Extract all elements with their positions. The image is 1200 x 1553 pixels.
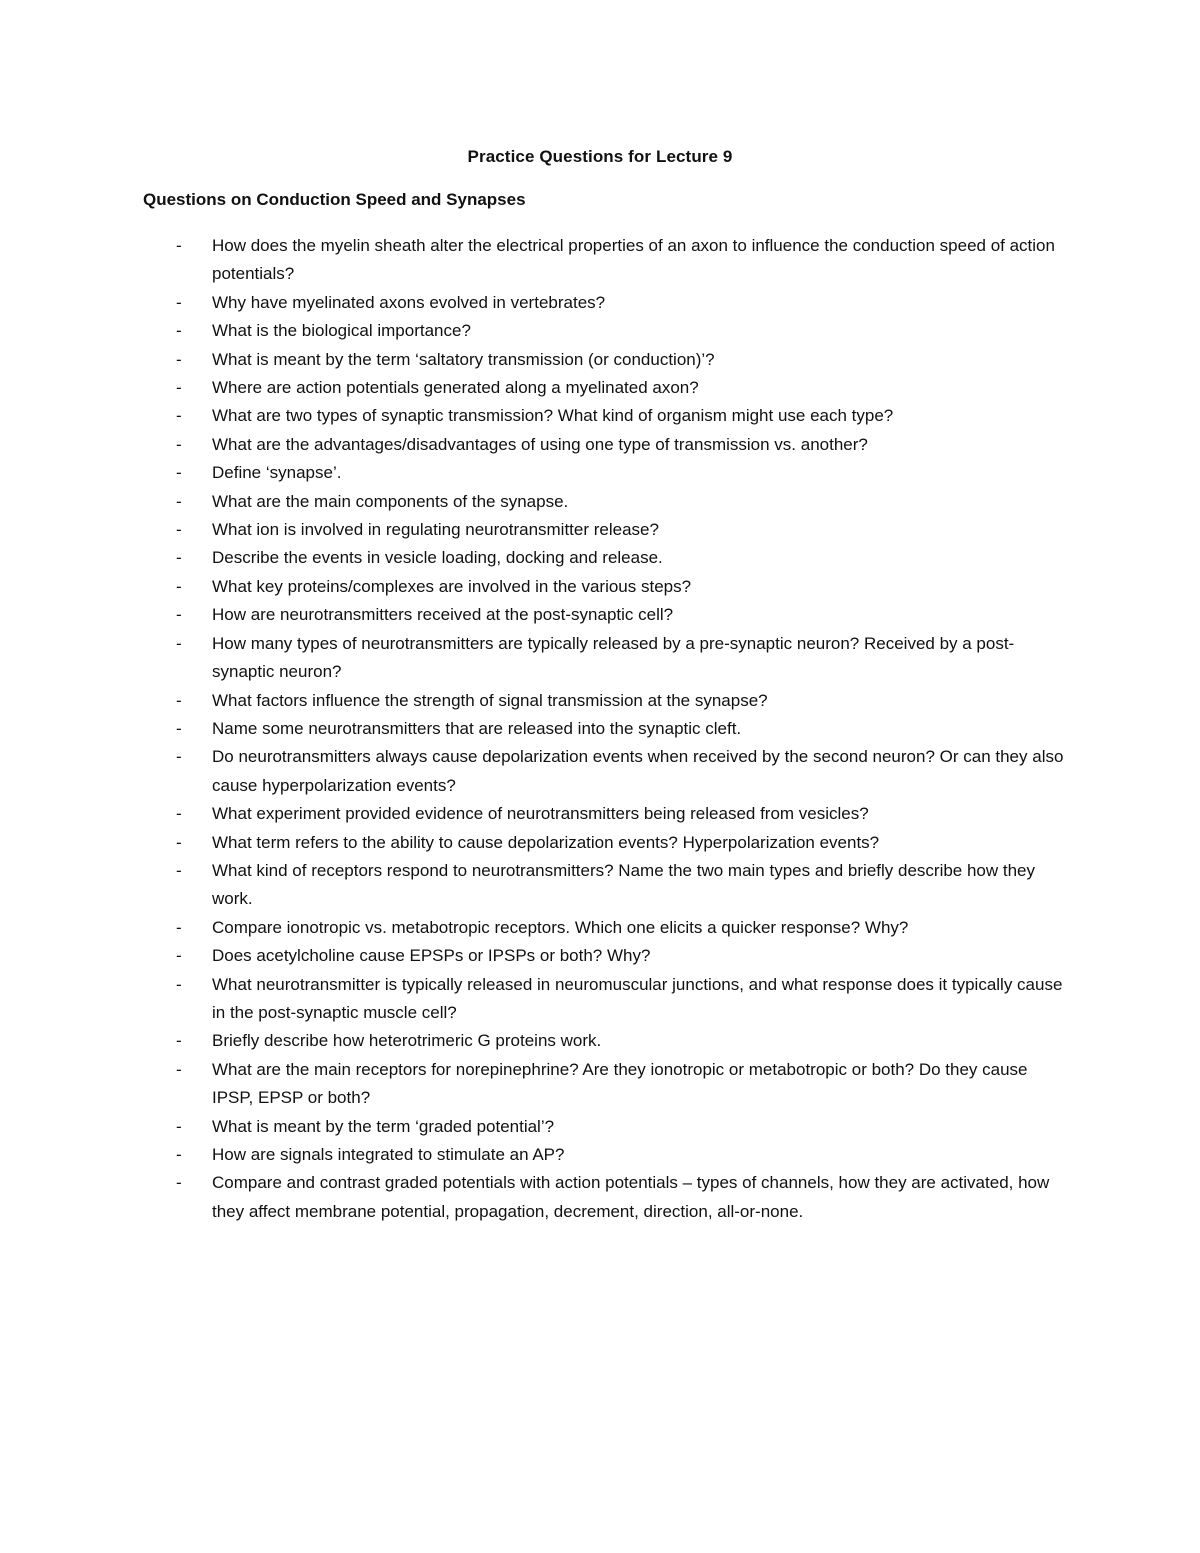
list-item — [143, 1027, 1073, 1055]
question-text: What is meant by the term ‘saltatory transmission (or conduction)’? — [212, 349, 715, 369]
list-item — [143, 488, 1073, 516]
list-item — [143, 687, 1073, 715]
dash-bullet-icon: - — [176, 491, 182, 511]
list-item — [143, 374, 1073, 402]
question-text: What experiment provided evidence of neurotransmitters being released from vesicles? — [212, 804, 869, 824]
list-item — [143, 544, 1073, 572]
question-text: Name some neurotransmitters that are released into the synaptic cleft. — [212, 718, 742, 738]
dash-bullet-icon: - — [176, 860, 182, 880]
question-text: What are two types of synaptic transmission? What kind of organism might use each type? — [212, 406, 894, 426]
list-item — [143, 857, 1073, 914]
dash-bullet-icon: - — [176, 917, 182, 937]
question-text: What ion is involved in regulating neurotransmitter release? — [212, 520, 659, 540]
dash-bullet-icon: - — [176, 1116, 182, 1136]
question-text: What are the main components of the synapse. — [212, 491, 569, 511]
question-text: How are neurotransmitters received at the post-synaptic cell? — [212, 605, 674, 625]
question-text: Do neurotransmitters always cause depolarization events when received by the second neuron? Or can they also cause hyperpolarization events? — [212, 747, 1064, 795]
dash-bullet-icon: - — [176, 690, 182, 710]
dash-bullet-icon: - — [176, 832, 182, 852]
dash-bullet-icon: - — [176, 321, 182, 341]
dash-bullet-icon: - — [176, 576, 182, 596]
question-text: What is the biological importance? — [212, 321, 471, 341]
question-text: What are the main receptors for norepinephrine? Are they ionotropic or metabotropic or both? Do they cause IPSP, EPSP or both? — [212, 1059, 1028, 1108]
list-item — [143, 346, 1073, 374]
dash-bullet-icon: - — [176, 1145, 182, 1164]
dash-bullet-icon: - — [176, 804, 182, 824]
list-item — [143, 1056, 1073, 1113]
question-text: What are the advantages/disadvantages of using one type of transmission vs. another? — [212, 434, 868, 454]
dash-bullet-icon: - — [176, 236, 182, 255]
question-text: Why have myelinated axons evolved in vertebrates? — [212, 292, 606, 312]
document-title: Practice Questions for Lecture 9 — [467, 147, 733, 166]
list-item — [143, 431, 1073, 459]
list-item — [143, 942, 1073, 970]
dash-bullet-icon: - — [176, 378, 182, 398]
question-text: How many types of neurotransmitters are typically released by a pre-synaptic neuron? Received by a post-synaptic neuron? — [212, 633, 1015, 682]
dash-bullet-icon: - — [176, 548, 182, 568]
dash-bullet-icon: - — [176, 946, 182, 966]
dash-bullet-icon: - — [176, 463, 182, 483]
list-item — [143, 317, 1073, 345]
list-item — [143, 630, 1073, 687]
question-text: Describe the events in vesicle loading, docking and release. — [212, 548, 663, 568]
question-text: What factors influence the strength of signal transmission at the synapse? — [212, 690, 768, 710]
dash-bullet-icon: - — [176, 406, 182, 426]
list-item — [143, 573, 1073, 601]
question-text: Compare ionotropic vs. metabotropic receptors. Which one elicits a quicker response? Why? — [212, 917, 909, 937]
dash-bullet-icon: - — [176, 1059, 182, 1079]
question-text: Does acetylcholine cause EPSPs or IPSPs or both? Why? — [212, 946, 651, 966]
list-item — [143, 1113, 1073, 1141]
list-item — [143, 829, 1073, 857]
question-text: What is meant by the term ‘graded potential’? — [212, 1116, 555, 1136]
question-text: Where are action potentials generated along a myelinated axon? — [212, 378, 699, 398]
dash-bullet-icon: - — [176, 718, 182, 738]
list-item — [143, 743, 1073, 800]
dash-bullet-icon: - — [176, 292, 182, 312]
dash-bullet-icon: - — [176, 747, 182, 767]
dash-bullet-icon: - — [176, 633, 182, 653]
list-item — [143, 1141, 1073, 1169]
question-text: Compare and contrast graded potentials with action potentials – types of channels, how they are activated, how they affect membrane potential, propagation, decrement, direction, all-or-none. — [212, 1173, 1050, 1221]
dash-bullet-icon: - — [176, 974, 182, 994]
dash-bullet-icon: - — [176, 349, 182, 369]
list-item — [143, 971, 1073, 1028]
list-item — [143, 459, 1073, 487]
question-text: Define ‘synapse’. — [212, 463, 342, 483]
list-item — [143, 289, 1073, 317]
question-text: What kind of receptors respond to neurotransmitters? Name the two main types and briefly describe how they work. — [212, 860, 1036, 909]
dash-bullet-icon: - — [176, 1173, 182, 1193]
section-heading: Questions on Conduction Speed and Synapses — [143, 190, 526, 209]
question-list — [143, 232, 1073, 1226]
question-text: What neurotransmitter is typically released in neuromuscular junctions, and what response does it typically cause in the post-synaptic muscle cell? — [212, 974, 1063, 1022]
list-item — [143, 402, 1073, 430]
list-item — [143, 715, 1073, 743]
question-text: Briefly describe how heterotrimeric G proteins work. — [212, 1031, 602, 1051]
dash-bullet-icon: - — [176, 605, 182, 625]
list-item — [143, 516, 1073, 544]
dash-bullet-icon: - — [176, 1031, 182, 1051]
list-item — [143, 1169, 1073, 1226]
list-item — [143, 914, 1073, 942]
dash-bullet-icon: - — [176, 520, 182, 540]
list-item — [143, 601, 1073, 629]
question-text: How are signals integrated to stimulate an AP? — [212, 1145, 565, 1164]
list-item — [143, 800, 1073, 828]
list-item — [143, 232, 1073, 289]
question-text: What term refers to the ability to cause depolarization events? Hyperpolarization events? — [212, 832, 880, 852]
dash-bullet-icon: - — [176, 434, 182, 454]
question-text: How does the myelin sheath alter the electrical properties of an axon to influence the conduction speed of action potentials? — [212, 236, 1055, 284]
question-text: What key proteins/complexes are involved in the various steps? — [212, 576, 692, 596]
